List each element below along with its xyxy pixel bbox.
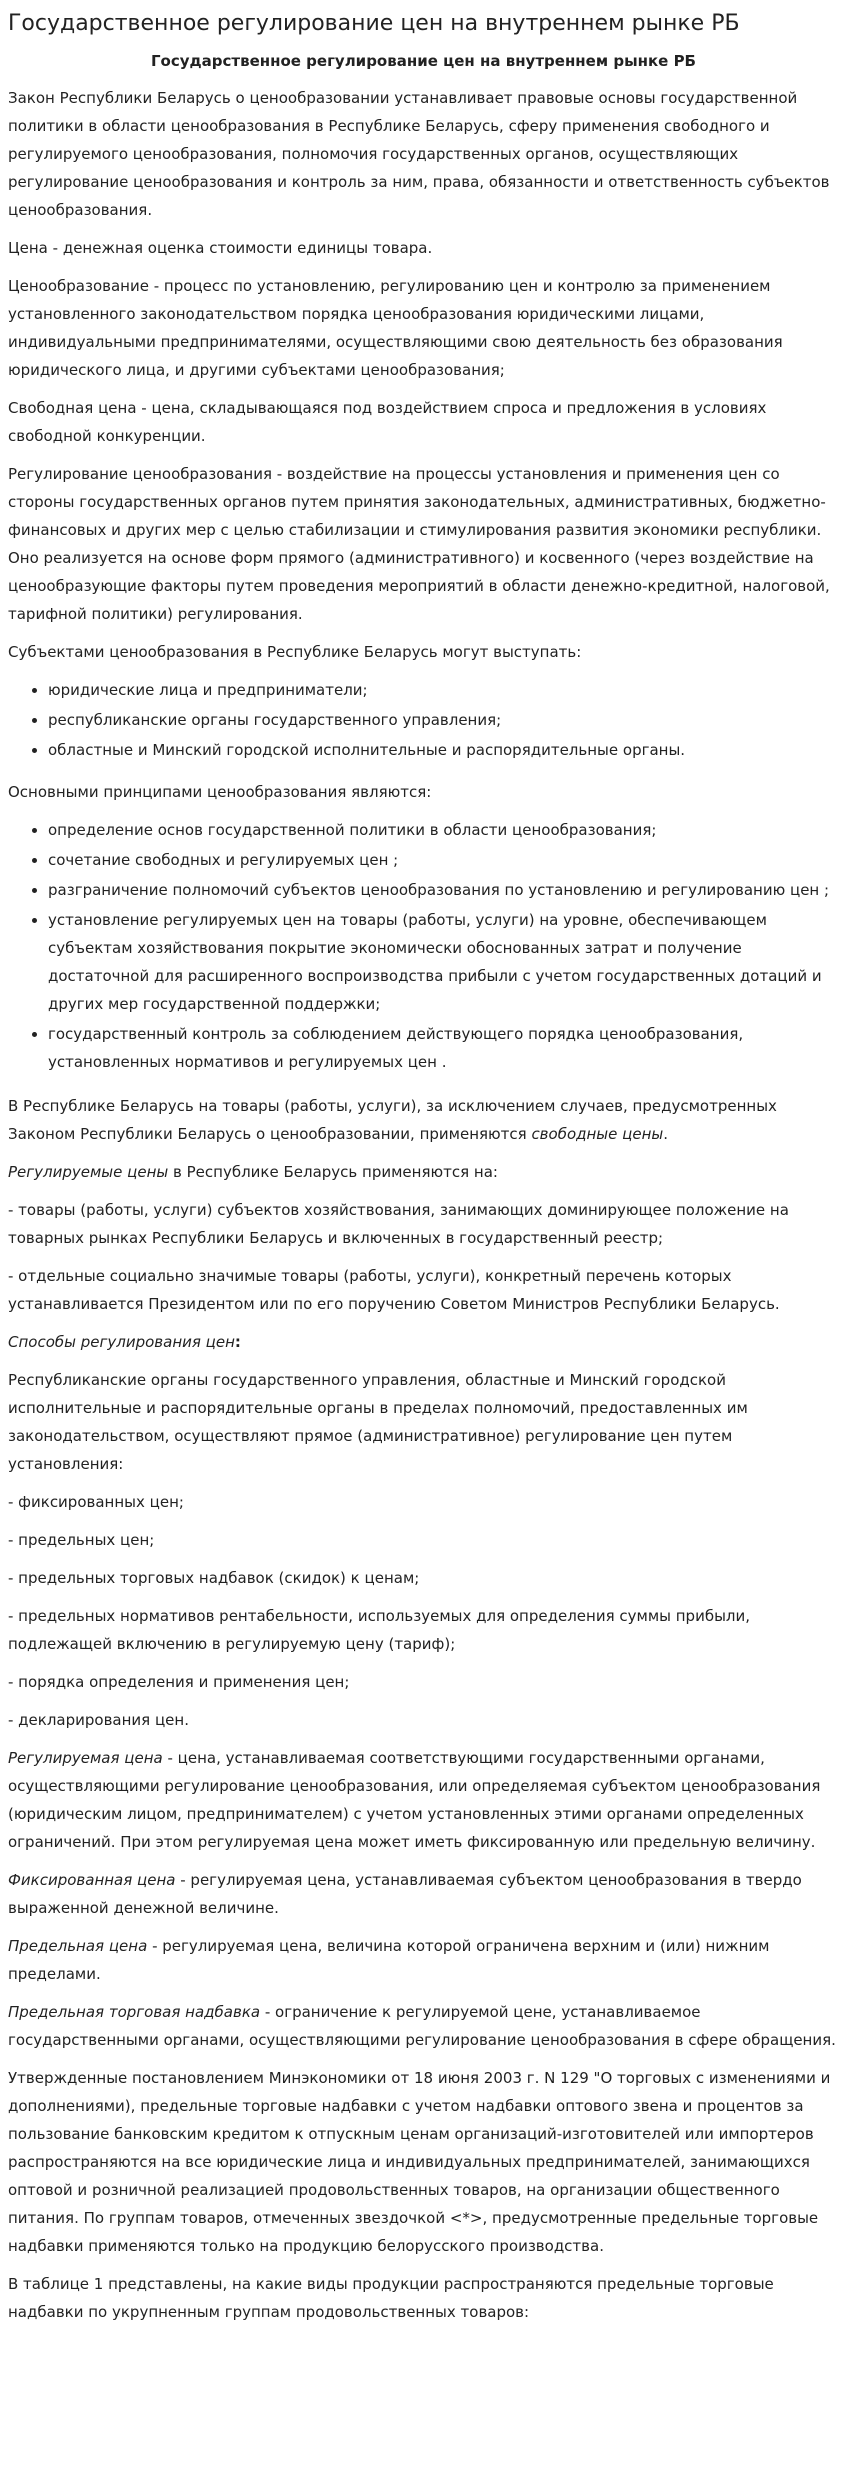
- definition-text: - цена, устанавливаемая соответствующими государственными органами, осуществляющими регулирование ценообразования, или определяемая субъектом ценообразования (юридическим лицом, предпринимателем) с учетом установленных этими органами определенных ограничений. При этом регулируемая цена может иметь фиксированную или предельную величину.: [8, 1749, 821, 1851]
- definition-text: - регулируемая цена, величина которой ограничена верхним и (или) нижним пределами.: [8, 1937, 770, 1983]
- definition-pricing: Ценообразование - процесс по установлению, регулированию цен и контролю за применением установленного законодательством порядка ценообразования юридическими лицами, индивидуальными предпринимателями, осуществляющими свою деятельность без образования юридического лица, и другими субъектами ценообразования;: [8, 277, 783, 379]
- free-prices-paragraph: [8, 1092, 839, 1148]
- definition-limit-price: [8, 1932, 839, 1988]
- colon: :: [234, 1333, 241, 1351]
- list-item: • определение основ государственной политики в области ценообразования;: [48, 816, 839, 844]
- list-item: • государственный контроль за соблюдением действующего порядка ценообразования, установленных нормативов и регулируемых цен .: [48, 1020, 839, 1076]
- principles-intro: Основными принципами ценообразования являются:: [8, 783, 432, 801]
- definition-text: - регулируемая цена, устанавливаемая субъектом ценообразования в твердо выраженной денежной величине.: [8, 1871, 802, 1917]
- list-item: • установление регулируемых цен на товары (работы, услуги) на уровне, обеспечивающем субъектам хозяйствования покрытие экономически обоснованных затрат и получение достаточной для расширенного воспроизводства прибыли с учетом государственных дотаций и других мер государственной поддержки;: [48, 906, 839, 1018]
- definition-markup: [8, 1998, 839, 2054]
- methods-heading: [8, 1328, 839, 1356]
- free-prices-term: свободные цены: [531, 1125, 664, 1143]
- term: Предельная цена: [8, 1937, 148, 1955]
- method-item: - декларирования цен.: [8, 1711, 189, 1729]
- period: .: [663, 1125, 669, 1143]
- list-item: • областные и Минский городской исполнительные и распорядительные органы.: [48, 736, 839, 764]
- method-item: - предельных торговых надбавок (скидок) к ценам;: [8, 1569, 420, 1587]
- definition-text: - ограничение к регулируемой цене, устанавливаемое государственными органами, осуществляющими регулирование ценообразования в сфере обращения.: [8, 2003, 836, 2049]
- regulated-paragraph: [8, 1158, 839, 1186]
- term: Фиксированная цена: [8, 1871, 176, 1889]
- subjects-intro: Субъектами ценообразования в Республике Беларусь могут выступать:: [8, 643, 582, 661]
- methods-term: Способы регулирования цен: [8, 1333, 235, 1351]
- method-item: - фиксированных цен;: [8, 1493, 184, 1511]
- list-item: • сочетание свободных и регулируемых цен ;: [48, 846, 839, 874]
- definition-regulated-price: [8, 1744, 839, 1856]
- free-prices-text: В Республике Беларусь на товары (работы, услуги), за исключением случаев, предусмотренных Законом Республики Беларусь о ценообразовании, применяются: [8, 1097, 777, 1143]
- regulated-item: - отдельные социально значимые товары (работы, услуги), конкретный перечень которых устанавливается Президентом или по его поручению Советом Министров Республики Беларусь.: [8, 1267, 780, 1313]
- regulated-item: - товары (работы, услуги) субъектов хозяйствования, занимающих доминирующее положение на товарных рынках Республики Беларусь и включенных в государственный реестр;: [8, 1201, 789, 1247]
- list-item: • разграничение полномочий субъектов ценообразования по установлению и регулированию цен ;: [48, 876, 839, 904]
- methods-intro: Республиканские органы государственного управления, областные и Минский городской исполнительные и распорядительные органы в пределах полномочий, предоставленных им законодательством, осуществляют прямое (административное) регулирование цен путем установления:: [8, 1371, 748, 1473]
- regulated-term: Регулируемые цены: [8, 1163, 169, 1181]
- article-subtitle: Государственное регулирование цен на внутреннем рынке РБ: [150, 52, 696, 70]
- page-title: Государственное регулирование цен на внутреннем рынке РБ: [8, 11, 740, 36]
- definition-fixed-price: [8, 1866, 839, 1922]
- approved-markups-paragraph: Утвержденные постановлением Минэкономики от 18 июня 2003 г. N 129 "О торговых с изменениями и дополнениями), предельные торговые надбавки с учетом надбавки оптового звена и процентов за пользование банковским кредитом к отпускным ценам организаций-изготовителей или импортеров распространяются на все юридические лица и индивидуальных предпринимателей, занимающихся оптовой и розничной реализацией продовольственных товаров, на организации общественного питания. По группам товаров, отмеченных звездочкой <*>, предусмотренные предельные торговые надбавки применяются только на продукцию белорусского производства.: [8, 2069, 831, 2255]
- intro-paragraph: Закон Республики Беларусь о ценообразовании устанавливает правовые основы государственной политики в области ценообразования в Республике Беларусь, сферу применения свободного и регулируемого ценообразования, полномочия государственных органов, осуществляющих регулирование ценообразования и контроль за ним, права, обязанности и ответственность субъектов ценообразования.: [8, 89, 830, 219]
- definition-price: Цена - денежная оценка стоимости единицы товара.: [8, 239, 433, 257]
- term: Предельная торговая надбавка: [8, 2003, 261, 2021]
- list-item: • республиканские органы государственного управления;: [48, 706, 839, 734]
- definition-regulation: Регулирование ценообразования - воздействие на процессы установления и применения цен со стороны государственных органов путем принятия законодательных, административных, бюджетно-финансовых и других мер с целью стабилизации и стимулирования развития экономики республики. Оно реализуется на основе форм прямого (административного) и косвенного (через воздействие на ценообразующие факторы путем проведения мероприятий в области денежно-кредитной, налоговой, тарифной политики) регулирования.: [8, 465, 830, 623]
- term: Регулируемая цена: [8, 1749, 163, 1767]
- method-item: - предельных нормативов рентабельности, используемых для определения суммы прибыли, подлежащей включению в регулируемую цену (тариф);: [8, 1607, 751, 1653]
- method-item: - порядка определения и применения цен;: [8, 1673, 350, 1691]
- table-intro: В таблице 1 представлены, на какие виды продукции распространяются предельные торговые надбавки по укрупненным группам продовольственных товаров:: [8, 2275, 774, 2321]
- method-item: - предельных цен;: [8, 1531, 155, 1549]
- principles-list: [8, 816, 839, 1076]
- list-item: • юридические лица и предприниматели;: [48, 676, 839, 704]
- regulated-text: в Республике Беларусь применяются на:: [168, 1163, 498, 1181]
- subjects-list: [8, 676, 839, 764]
- definition-free-price: Свободная цена - цена, складывающаяся под воздействием спроса и предложения в условиях свободной конкуренции.: [8, 399, 767, 445]
